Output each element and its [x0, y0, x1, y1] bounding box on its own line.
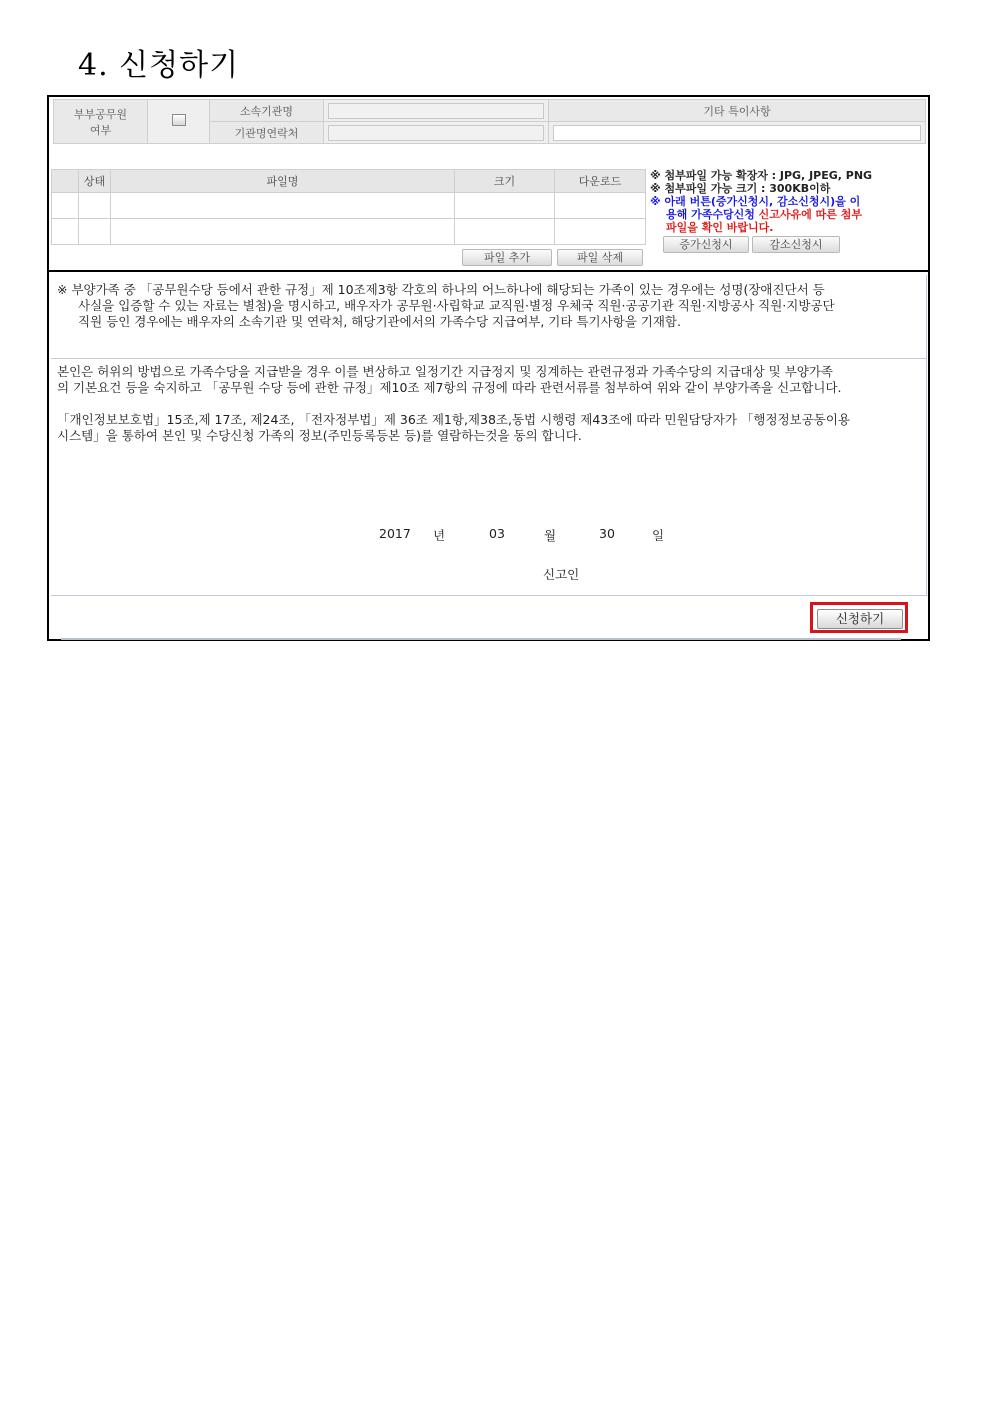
col-download: 다운로드 — [555, 170, 646, 193]
note-extensions: ※ 첨부파일 가능 확장자 : JPG, JPEG, PNG — [650, 169, 873, 182]
date-month: 03 — [489, 526, 505, 541]
date-day-unit: 일 — [652, 528, 665, 543]
etc-notes-input[interactable] — [553, 125, 921, 141]
table-row[interactable] — [52, 219, 646, 245]
decrease-request-button[interactable]: 감소신청시 — [752, 236, 840, 253]
spouse-civil-servant-label: 부부공무원 여부 — [54, 100, 148, 144]
agency-name-cell — [324, 100, 549, 122]
application-form — [47, 95, 930, 641]
note-size: ※ 첨부파일 가능 크기 : 300KB이하 — [650, 182, 831, 195]
attachment-table — [51, 169, 646, 245]
dependent-notice: ※ 부양가족 중 「공무원수당 등에서 관한 규정」제 10조제3항 각호의 하나의 어느하나에 해당되는 가족이 있는 경우에는 성명(장애진단서 등 사실을 입증할 수 있는 자료는 별첨)을 명시하고, 배우자가 공무원·사립학교 교직원·별정 우체국 직원·공공기관 직원·지방공사 직원·지방공단 직원 등인 경우에는 배우자의 소속기관 및 연락처, 해당기관에서의 가족수당 지급여부, 기타 특기사항을 기재함. — [57, 282, 835, 329]
add-file-button[interactable]: 파일 추가 — [462, 249, 552, 266]
col-filename: 파일명 — [111, 170, 455, 193]
spouse-checkbox[interactable] — [172, 114, 186, 126]
etc-notes-cell — [549, 122, 926, 144]
col-size: 크기 — [455, 170, 555, 193]
agency-name-input[interactable] — [328, 103, 544, 119]
date-year-unit: 년 — [433, 528, 446, 543]
agency-contact-label: 기관명연락처 — [210, 122, 324, 144]
agency-contact-input[interactable] — [328, 125, 544, 141]
note-red-line1: 신고사유에 따른 첨부 — [754, 208, 862, 221]
increase-request-button[interactable]: 증가신청시 — [663, 236, 749, 253]
page-heading: 4. 신청하기 — [78, 48, 240, 83]
date-month-unit: 월 — [544, 528, 557, 543]
spouse-info-table — [53, 99, 926, 144]
etc-notes-label: 기타 특이사항 — [549, 100, 926, 122]
submit-highlight — [810, 602, 908, 633]
consent-text: 「개인정보보호법」15조,제 17조, 제24조, 「전자정부법」제 36조 제1항,제38조,동법 시행령 제43조에 따라 민원담당자가 「행정정보공동이용 시스템」을 통하여 본인 및 수당신청 가족의 정보(주민등록등본 등)를 열람하는것을 동의 합니다. — [57, 412, 851, 443]
agency-contact-cell — [324, 122, 549, 144]
date-day: 30 — [599, 526, 615, 541]
date-year: 2017 — [379, 526, 411, 541]
table-row[interactable] — [52, 193, 646, 219]
col-status: 상태 — [79, 170, 111, 193]
note-buttons-line2: 용해 가족수당신청 — [666, 208, 755, 221]
notice-divider — [51, 358, 926, 359]
reporter-label: 신고인 — [543, 567, 580, 582]
spouse-checkbox-cell — [148, 100, 210, 144]
agency-name-label: 소속기관명 — [210, 100, 324, 122]
pledge-text: 본인은 허위의 방법으로 가족수당을 지급받을 경우 이를 변상하고 일정기간 지급정지 및 징계하는 관련규정과 가족수당의 지급대상 및 부양가족 의 기본요건 등을 숙지하고 「공무원 수당 등에 관한 규정」제10조 제7항의 규정에 따라 관련서류를 첨부하여 위와 같이 부양가족을 신고합니다. — [57, 364, 842, 395]
note-buttons-line1: ※ 아래 버튼(증가신청시, 감소신청시)을 이 — [650, 195, 861, 208]
delete-file-button[interactable]: 파일 삭제 — [557, 249, 643, 266]
note-red-line2: 파일을 확인 바랍니다. — [666, 221, 774, 234]
horizontal-scrollbar[interactable] — [61, 638, 901, 640]
submit-button[interactable]: 신청하기 — [817, 609, 903, 629]
col-select — [52, 170, 79, 193]
section-divider — [49, 270, 928, 272]
attachment-notes — [650, 169, 930, 234]
